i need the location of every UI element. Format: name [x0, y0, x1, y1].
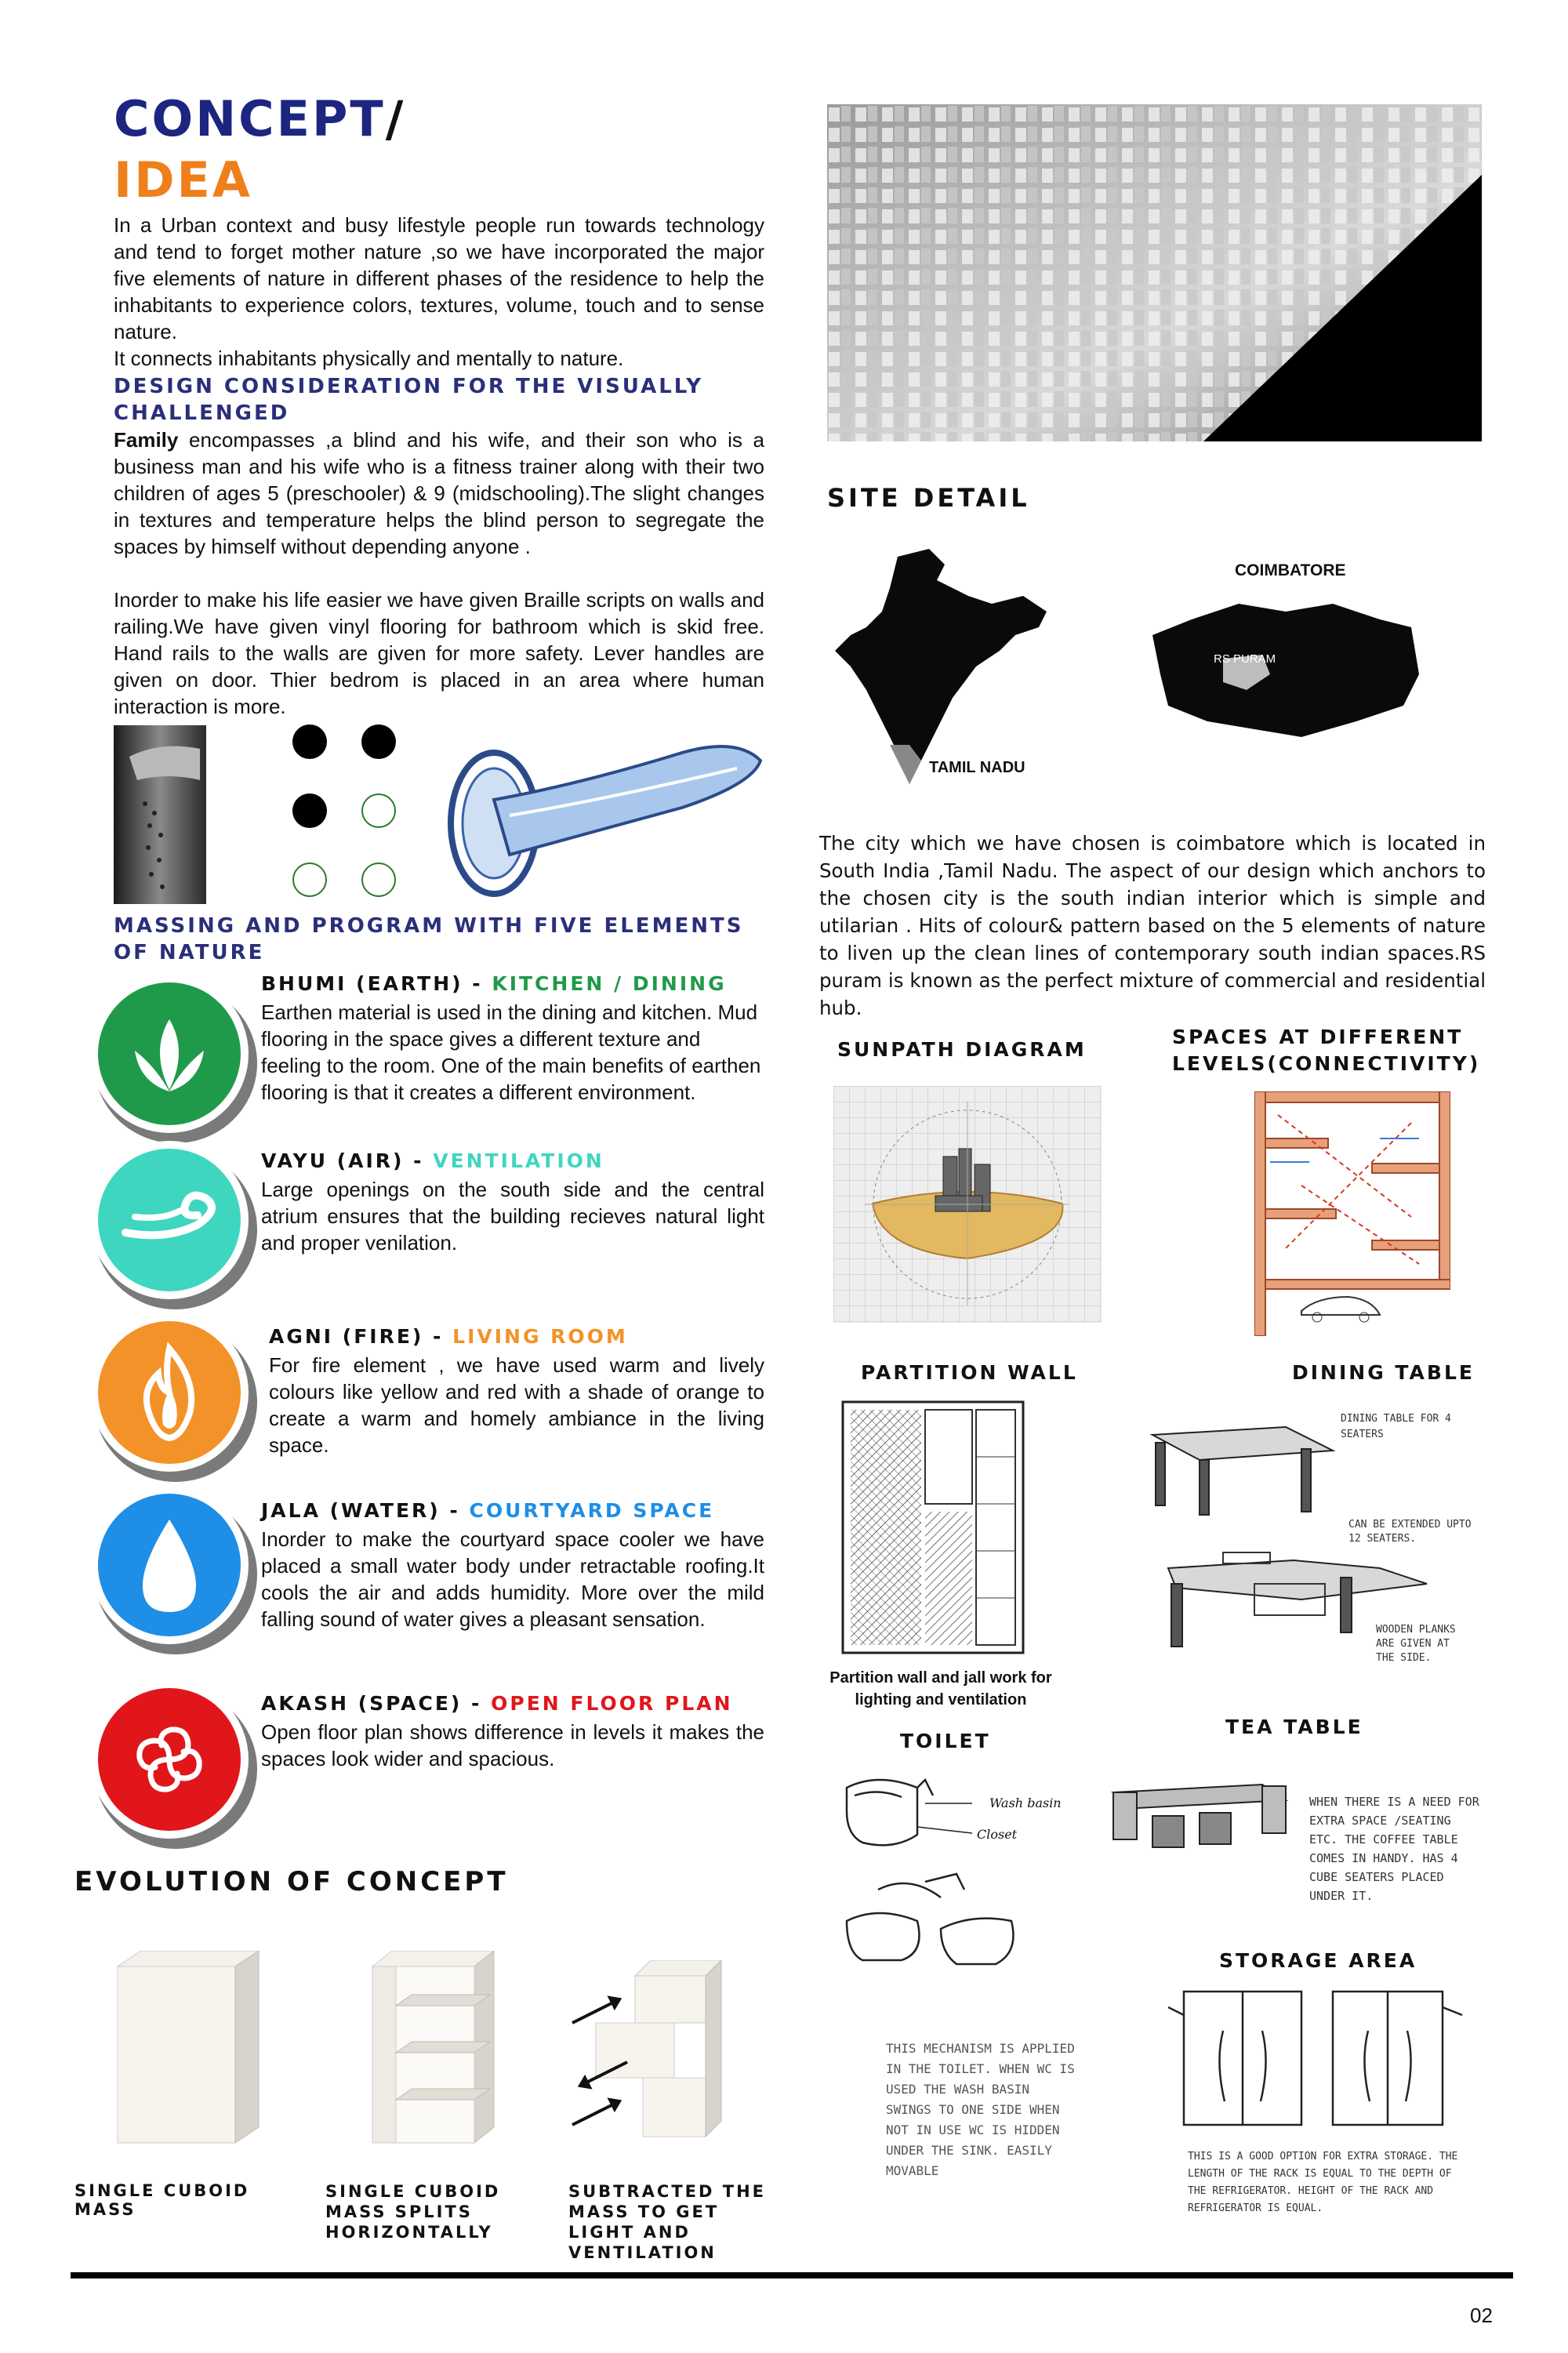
dining-note-1: DINING TABLE FOR 4 SEATERS [1341, 1413, 1451, 1440]
dining-note-3: WOODEN PLANKS ARE GIVEN AT THE SIDE. [1376, 1624, 1456, 1664]
coimbatore-map [1145, 588, 1427, 745]
title-slash: / [385, 90, 406, 147]
site-description: The city which we have chosen is coimbatore which is located in South India ,Tamil Nadu. The aspect of our design which anchors to the chosen city is the south indian interior which is simple and utilarian . Hits of colour& pattern based on the 5 elements of nature to liven up the clean lines of contemporary south indian spaces.RS puram is known as the perfect mixture of commercial and residential hub. [819, 832, 1486, 1019]
air-name: VAYU (AIR) - [261, 1149, 434, 1172]
fire-element-text: For fire element , we have used warm and lively colours like yellow and red with a shade of orange to create a warm and homely ambiance in the living space. [269, 1353, 764, 1457]
closet-label: Closet [977, 1827, 1018, 1842]
earth-space: KITCHEN / DINING [492, 972, 727, 995]
fire-element-heading [269, 1325, 628, 1348]
partition-wall-sketch [827, 1394, 1039, 1661]
air-element-icon [88, 1138, 259, 1309]
tea-table-note: WHEN THERE IS A NEED FOR EXTRA SPACE /SEATING ETC. THE COFFEE TABLE COMES IN HANDY. HAS 4 CUBE SEATERS PLACED UNDER IT. [1309, 1795, 1479, 1903]
section-connectivity-diagram [1254, 1091, 1450, 1336]
tamil-nadu-label: TAMIL NADU [929, 759, 1025, 776]
toilet-note: THIS MECHANISM IS APPLIED IN THE TOILET. WHEN WC IS USED THE WASH BASIN SWINGS TO ONE SIDE WHEN NOT IN USE WC IS HIDDEN UNDER THE SINK. EASILY MOVABLE [886, 2041, 1075, 2178]
page-number: 02 [1470, 2304, 1493, 2327]
family-bold: Family [114, 428, 179, 452]
title-concept: CONCEPT [114, 90, 386, 147]
intro-paragraph [114, 212, 764, 372]
water-element-text: Inorder to make the courtyard space cooler we have placed a small water body under retractable roofing.It cools the air and adds humidity. More over the mild falling sound of water gives a pleasant sensation. [261, 1527, 764, 1631]
spaces-levels-heading: SPACES AT DIFFERENT LEVELS(CONNECTIVITY) [1172, 1026, 1481, 1075]
city-model-photo [827, 104, 1482, 441]
caption-single-cuboid: SINGLE CUBOID MASS [74, 2181, 250, 2219]
earth-element-heading [261, 972, 727, 995]
sunpath-diagram [833, 1086, 1102, 1323]
intro-text-1: In a Urban context and busy lifestyle people run towards technology and tend to forget mother nature ,so we have incorporated the major five elements of nature in different phases of the residence to help the inhabitants to experience colors, textures, volume, touch and to sense nature. [114, 213, 764, 343]
earth-name: BHUMI (EARTH) - [261, 972, 492, 995]
caption-subtracted-mass: SUBTRACTED THE MASS TO GET LIGHT AND VENTILATION [568, 2182, 766, 2262]
water-name: JALA (WATER) - [261, 1499, 470, 1522]
sunpath-heading: SUNPATH DIAGRAM [837, 1038, 1087, 1061]
page-subtitle: IDEA [114, 151, 252, 209]
water-element-icon [88, 1483, 259, 1654]
fire-element-icon [88, 1311, 259, 1482]
storage-heading: STORAGE AREA [1219, 1949, 1417, 1972]
space-element-icon [88, 1678, 259, 1849]
space-element-heading [261, 1692, 733, 1715]
page-title [114, 90, 406, 147]
wash-basin-label: Wash basin [989, 1796, 1062, 1810]
site-detail-heading: SITE DETAIL [827, 483, 1030, 513]
partition-wall-heading: PARTITION WALL [861, 1361, 1078, 1384]
dining-note-2: CAN BE EXTENDED UPTO 12 SEATERS. [1348, 1519, 1472, 1545]
storage-note: THIS IS A GOOD OPTION FOR EXTRA STORAGE. THE LENGTH OF THE RACK IS EQUAL TO THE DEPTH OF THE REFRIGERATOR. HEIGHT OF THE RACK AND REFRIGERATOR IS EQUAL. [1188, 2151, 1458, 2214]
tea-table-heading: TEA TABLE [1225, 1716, 1363, 1738]
rs-puram-label: RS PURAM [1214, 652, 1276, 666]
family-text: encompasses ,a blind and his wife, and their son who is a business man and his wife who is a fitness trainer along with their two children of ages 5 (preschooler) & 9 (midschooling).The slight changes in textures and temperature helps the blind person to segregate the spaces by himself without depending anyone . [114, 428, 764, 558]
split-cuboid-graphic [365, 1951, 506, 2147]
earth-element-icon [88, 972, 259, 1143]
toilet-heading: TOILET [900, 1730, 991, 1752]
single-cuboid-graphic [110, 1951, 274, 2147]
fire-space: LIVING ROOM [452, 1325, 628, 1348]
air-space: VENTILATION [433, 1149, 604, 1172]
coimbatore-label: COIMBATORE [1235, 561, 1346, 579]
caption-split-cuboid: SINGLE CUBOID MASS SPLITS HORIZONTALLY [325, 2182, 501, 2242]
massing-heading: MASSING AND PROGRAM WITH FIVE ELEMENTS OF NATURE [114, 914, 744, 964]
earth-element-text: Earthen material is used in the dining and kitchen. Mud flooring in the space gives a different texture and feeling to the room. One of the main benefits of earthen flooring is that it creates a different environment. [261, 1000, 761, 1104]
braille-photo [114, 725, 206, 904]
visually-challenged-heading: DESIGN CONSIDERATION FOR THE VISUALLY CHALLENGED [114, 375, 704, 425]
water-element-heading [261, 1499, 714, 1522]
air-element-text: Large openings on the south side and the central atrium ensures that the building recieves natural light and proper venilation. [261, 1178, 764, 1255]
india-map [835, 549, 1054, 784]
braille-text: Inorder to make his life easier we have given Braille scripts on walls and railing.We have given vinyl flooring for bathroom which is skid free. Hand rails to the walls are given for more safety. Lever handles are given on door. Thier bedrom is placed in an area where human interaction is more. [114, 588, 764, 718]
tea-table-sketch [1105, 1777, 1294, 1863]
space-name: AKASH (SPACE) - [261, 1692, 492, 1715]
dining-table-heading: DINING TABLE [1292, 1361, 1475, 1384]
partition-caption: Partition wall and jall work for lighting and ventilation [829, 1669, 1052, 1708]
air-element-heading [261, 1149, 604, 1172]
evolution-heading: EVOLUTION OF CONCEPT [74, 1866, 509, 1897]
braille-dots-graphic [286, 721, 404, 902]
subtracted-mass-graphic [549, 1960, 745, 2141]
space-element-text: Open floor plan shows difference in levels it makes the spaces look wider and spacious. [261, 1720, 764, 1770]
visually-challenged-text [114, 427, 764, 720]
fire-name: AGNI (FIRE) - [269, 1325, 453, 1348]
storage-sketch [1168, 1984, 1466, 2133]
lever-handle-sketch [423, 737, 768, 910]
water-space: COURTYARD SPACE [469, 1499, 715, 1522]
space-space: OPEN FLOOR PLAN [491, 1692, 733, 1715]
footer-rule [71, 2272, 1513, 2279]
intro-text-2: It connects inhabitants physically and mentally to nature. [114, 347, 624, 370]
